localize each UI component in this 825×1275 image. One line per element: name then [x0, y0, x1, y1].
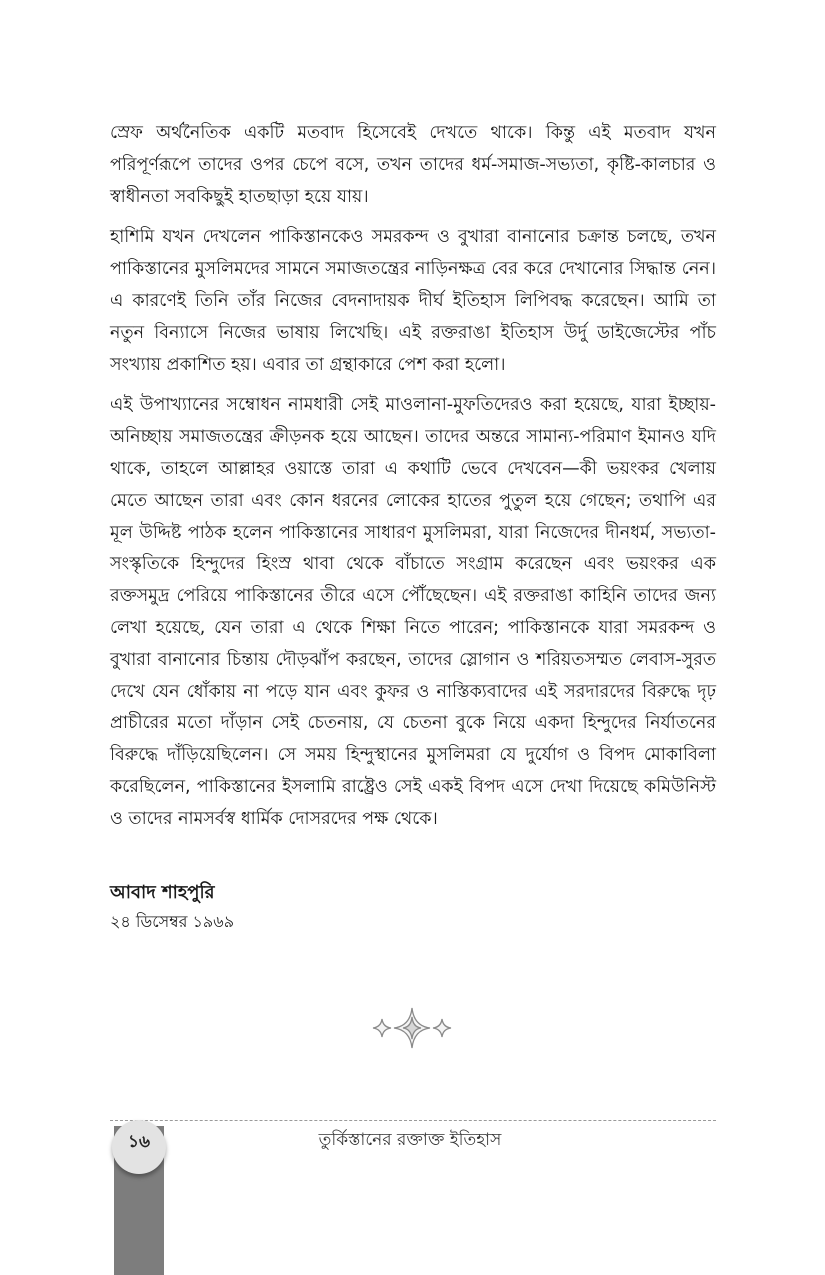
- footer-divider: [110, 1120, 716, 1121]
- signature-block: [110, 878, 510, 936]
- signature-date: ২৪ ডিসেম্বর ১৯৬৯: [110, 912, 235, 931]
- paragraph-3: এই উপাখ্যানের সম্বোধন নামধারী সেই মাওলানা-মুফতিদেরও করা হয়েছে, যারা ইচ্ছায়-অনিচ্ছায় সমাজতন্ত্রের ক্রীড়নক হয়ে আছেন। তাদের অন্তরে সামান্য-পরিমাণ ইমানও যদি থাকে, তাহলে আল্লাহর ওয়াস্তে তারা এ কথাটি ভেবে দেখবেন—কী ভয়ংকর খেলায় মেতে আছেন তারা এবং কোন ধরনের লোকের হাতের পুতুল হয়ে গেছেন; তথাপি এর মূল উদ্দিষ্ট পাঠক হলেন পাকিস্তানের সাধারণ মুসলিমরা, যারা নিজেদের দীনধর্ম, সভ্যতা-সংস্কৃতিকে হিন্দুদের হিংস্র থাবা থেকে বাঁচাতে সংগ্রাম করেছেন এবং ভয়ংকর এক রক্তসমুদ্র পেরিয়ে পাকিস্তানের তীরে এসে পৌঁছেছেন। এই রক্তরাঙা কাহিনি তাদের জন্য লেখা হয়েছে, যেন তারা এ থেকে শিক্ষা নিতে পারেন; পাকিস্তানকে যারা সমরকন্দ ও বুখারা বানানোর চিন্তায় দৌড়ঝাঁপ করছেন, তাদের স্লোগান ও শরিয়তসম্মত লেবাস-সুরত দেখে যেন ধোঁকায় না পড়ে যান এবং কুফর ও নাস্তিক্যবাদের এই সরদারদের বিরুদ্ধে দৃঢ় প্রাচীরের মতো দাঁড়ান সেই চেতনায়, যে চেতনা বুকে নিয়ে একদা হিন্দুদের নির্যাতনের বিরুদ্ধে দাঁড়িয়েছিলেন। সে সময় হিন্দুস্থানের মুসলিমরা যে দুর্যোগ ও বিপদ মোকাবিলা করেছিলেন, পাকিস্তানের ইসলামি রাষ্ট্রেও সেই একই বিপদ এসে দেখা দিয়েছে কমিউনিস্ট ও তাদের নামসর্বস্ব ধার্মিক দোসরদের পক্ষ থেকে।: [110, 395, 716, 829]
- author-name: আবাদ শাহপুরি: [110, 882, 215, 903]
- paragraph-2: হাশিমি যখন দেখলেন পাকিস্তানকেও সমরকন্দ ও বুখারা বানানোর চক্রান্ত চলছে, তখন পাকিস্তানের মুসলিমদের সামনে সমাজতন্ত্রের নাড়িনক্ষত্র বের করে দেখানোর সিদ্ধান্ত নেন। এ কারণেই তিনি তাঁর নিজের বেদনাদায়ক দীর্ঘ ইতিহাস লিপিবদ্ধ করেছেন। আমি তা নতুন বিন্যাসে নিজের ভাষায় লিখেছি। এই রক্তরাঙা ইতিহাস উর্দু ডাইজেস্টের পাঁচ সংখ্যায় প্রকাশিত হয়। এবার তা গ্রন্থাকারে পেশ করা হলো।: [110, 227, 716, 375]
- sparkle-ornament-icon: [362, 1006, 462, 1050]
- page-number: ১৬: [127, 1132, 151, 1152]
- running-title: তুর্কিস্তানের রক্তাক্ত ইতিহাস: [318, 1130, 502, 1150]
- paragraph-1: স্রেফ অর্থনৈতিক একটি মতবাদ হিসেবেই দেখতে থাকে। কিন্তু এই মতবাদ যখন পরিপূর্ণরূপে তাদের ওপর চেপে বসে, তখন তাদের ধর্ম-সমাজ-সভ্যতা, কৃষ্টি-কালচার ও স্বাধীনতা সবকিছুই হাতছাড়া হয়ে যায়।: [110, 123, 716, 207]
- body-text: [110, 118, 716, 845]
